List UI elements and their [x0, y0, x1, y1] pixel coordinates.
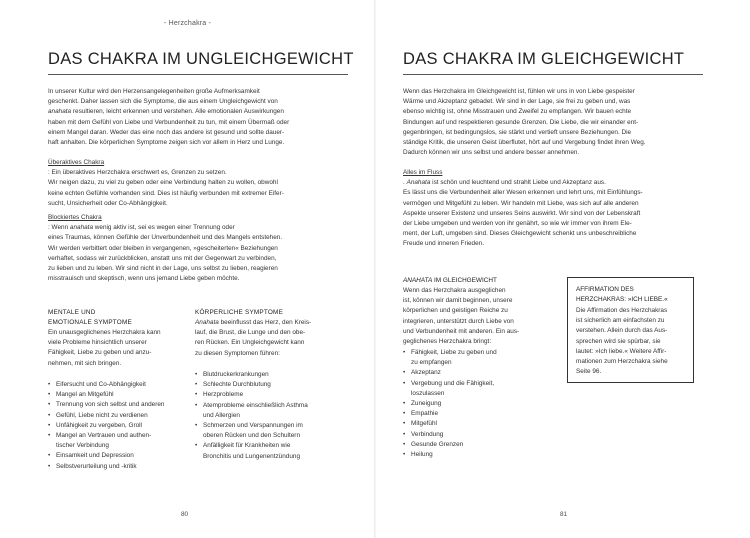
right-page: [375, 0, 750, 538]
text-line: haft anhalten. Die körperlichen Symptome zeigen sich vor allem in Herz und Lunge.: [48, 139, 285, 147]
list-item-continued: zu empfangen: [411, 359, 452, 367]
balanced-text: Wenn das Herzchakra ausgeglichen ist, können wir damit beginnen, unsere körperlichen und geistigen Reiche zu integrieren, unterstützt durch Liebe von und Verbundenheit mit anderen. Ein aus- geglichenes Herzchakra bringt:: [403, 287, 520, 346]
list-item: • Eifersucht und Co-Abhängigkeit: [48, 380, 188, 390]
page-title: DAS CHAKRA IM UNGLEICHGEWICHT: [48, 50, 354, 68]
list-item: • Atemprobleme einschließlich Asthma: [195, 401, 345, 411]
text-line: In unserer Kultur wird den Herzensangelegenheiten große Aufmerksamkeit: [48, 88, 260, 95]
mental-symptoms-list: [48, 380, 188, 472]
intro-paragraph: [48, 87, 348, 148]
list-item: • Fähigkeit, Liebe zu geben und: [403, 348, 563, 358]
list-item-continued: oberen Rücken und den Schultern: [203, 432, 300, 440]
running-head: - Herzchakra -: [163, 20, 212, 27]
list-item: • Empathie: [403, 409, 563, 419]
balanced-heading: ANAHATA IM GLEICHGEWICHT: [403, 277, 497, 284]
blocked-label: Blockiertes Chakra: [48, 214, 102, 221]
text-line: keine echten Gefühle vorhanden sind. Dies ist häufig verbunden mit extremer Eifer-: [48, 189, 284, 197]
text-line: sucht, Unsicherheit oder Co-Abhängigkeit.: [48, 199, 168, 207]
list-item: • Blutdruckerkrankungen: [195, 370, 345, 380]
list-item: • Heilung: [403, 450, 563, 460]
text-line: Bindungen auf und respektieren gesunde Grenzen. Die Liebe, die wir einander ent-: [403, 118, 639, 126]
text-line: Es lässt uns die Verbundenheit aller Wesen erkennen und lehrt uns, mit Einfühlungs-: [403, 189, 643, 197]
text-line: Wenn das Herzchakra im Gleichgewicht ist, fühlen wir uns in von Liebe gespeister: [403, 88, 635, 95]
list-item: • Vergebung und die Fähigkeit,: [403, 379, 563, 389]
list-item: • Akzeptanz: [403, 368, 563, 378]
text-line: vermögen und Mitgefühl zu leben. Wir handeln mit Liebe, was sich auf alle anderen: [403, 199, 639, 207]
blocked-paragraph: [48, 213, 348, 284]
mental-symptoms-text: Ein unausgeglichenes Herzchakra kann viele Probleme hinsichtlich unserer Fähigkeit, Liebe zu geben und anzu- nehmen, mit sich bringen.: [48, 329, 161, 367]
text-line: Freude und inneren Frieden.: [403, 240, 485, 248]
affirmation-box: [567, 277, 694, 383]
flow-label: Alles im Fluss: [403, 169, 443, 176]
list-item: • Schmerzen und Verspannungen im: [195, 421, 345, 431]
text-line: geschenkt. Daher lassen sich die Symptome, die aus einem Ungleichgewicht von: [48, 98, 278, 106]
physical-symptoms-list: [195, 370, 345, 462]
intro-paragraph: [403, 87, 703, 158]
text-line: ment, der Luft, umgeben sind. Dieses Gleichgewicht schenkt uns unbeschreibliche: [403, 230, 637, 238]
page-title: DAS CHAKRA IM GLEICHGEWICHT: [403, 50, 685, 68]
list-item: • Mangel an Mitgefühl: [48, 390, 188, 400]
text-line: zu lieben und zu leben. Wir sind nicht in der Lage, uns selbst zu lieben, reagieren: [48, 265, 278, 273]
list-item-continued: tischer Verbindung: [56, 442, 109, 450]
list-item: • Unfähigkeit zu vergeben, Groll: [48, 421, 188, 431]
text-line: eines Traumas, können Gefühle der Unverbundenheit und des Mangels entstehen.: [48, 234, 283, 242]
text-line: Blockiertes Chakra : Wenn anahata wenig aktiv ist, sei es wegen einer Trennung oder: [48, 213, 348, 233]
affirmation-text: Die Affirmation des Herzchakras ist sicherlich am einfachsten zu verstehen. Allein durch das Aus- sprechen wird sie spürbar, sie lautet: »Ich liebe.« Weitere Affir- mationen zum Herzchakra siehe Seite 96.: [576, 307, 668, 376]
page-number: 80: [181, 511, 189, 518]
list-item-continued: Bronchitis und Lungenentzündung: [203, 452, 301, 460]
text-line: Aspekte unserer Existenz und unseres Seins auswirkt. Wir sind von der Lebenskraft: [403, 209, 641, 217]
balanced-list: [403, 348, 563, 460]
overactive-label: Überaktives Chakra: [48, 159, 105, 166]
title-rule: [48, 74, 348, 75]
list-item: • Selbstverurteilung und -kritik: [48, 462, 188, 472]
list-item: • Einsamkeit und Depression: [48, 451, 188, 461]
list-item: • Gesunde Grenzen: [403, 440, 563, 450]
list-item: • Schlechte Durchblutung: [195, 380, 345, 390]
text-line: verhaftet, sodass wir zurückblicken, anstatt uns mit der Gegenwart zu verbinden,: [48, 254, 277, 262]
overactive-paragraph: [48, 158, 348, 209]
physical-symptoms-heading: KÖRPERLICHE SYMPTOME: [195, 309, 284, 316]
text-line: Dadurch können wir uns selbst und andere besser annehmen.: [403, 149, 580, 157]
text-line: anahata resultieren, leicht erkennen und verstehen. Alle emotionalen Auswirkungen: [48, 108, 284, 116]
list-item: • Herzprobleme: [195, 390, 345, 400]
physical-symptoms-text: Anahata beeinflusst das Herz, den Kreis- lauf, die Brust, die Lunge und den obe- ren Rücken. Ein Ungleichgewicht kann zu diesen Symptomen führen:: [195, 319, 312, 357]
text-line: misstrauisch und skeptisch, wenn uns jemand Liebe geben möchte.: [48, 275, 240, 283]
list-item-continued: und Allergien: [203, 411, 240, 419]
page-number: 81: [560, 511, 568, 518]
text-line: einem Mangel daran. Weder das eine noch das andere ist gesund und sollte dauer-: [48, 128, 285, 136]
text-line: gegenbringen, ist bedingungslos, sie stärkt und vertieft unsere Beziehungen. Die: [403, 128, 632, 136]
text-line: haben mit dem Gefühl von Liebe und Verbundenheit zu tun, mit einem Übermaß oder: [48, 118, 290, 126]
list-item: • Gefühl, Liebe nicht zu verdienen: [48, 411, 188, 421]
list-item-continued: loszulassen: [411, 389, 445, 397]
text-line: ständige Kritik, die unseren Geist überflutet, hört auf und Vergebung findet ihren Weg.: [403, 139, 646, 147]
list-item: • Trennung von sich selbst und anderen: [48, 400, 188, 410]
list-item: • Mitgefühl: [403, 419, 563, 429]
text-line: Wir werden verbittert oder bleiben in vergangenen, »gescheiterten« Beziehungen: [48, 244, 278, 252]
text-line: Alles im Fluss . Anahata ist schön und leuchtend und strahlt Liebe und Akzeptanz aus.: [403, 168, 703, 188]
flow-paragraph: [403, 168, 703, 250]
title-rule: [403, 74, 703, 75]
list-item: • Anfälligkeit für Krankheiten wie: [195, 441, 345, 451]
text-line: der Liebe umgeben und werden von ihr genährt, so wie wir immer von ihrem Ele-: [403, 220, 632, 228]
mental-symptoms-heading: MENTALE UND EMOTIONALE SYMPTOME: [48, 309, 132, 326]
list-item: • Verbindung: [403, 430, 563, 440]
text-line: Wärme und Akzeptanz gebadet. Wir sind in der Lage, sie frei zu geben und, was: [403, 98, 631, 106]
affirmation-heading: AFFIRMATION DES HERZCHAKRAS: »ICH LIEBE.«: [576, 286, 668, 303]
text-line: ebenso wichtig ist, ohne Misstrauen und Zweifel zu empfangen. Wir bauen echte: [403, 108, 632, 116]
text-line: Wir neigen dazu, zu viel zu geben oder eine Verbindung halten zu wollen, obwohl: [48, 179, 278, 187]
list-item: • Mangel an Vertrauen und authen-: [48, 431, 188, 441]
list-item: • Zuneigung: [403, 399, 563, 409]
text-line: Überaktives Chakra : Ein überaktives Herzchakra erschwert es, Grenzen zu setzen.: [48, 158, 348, 178]
